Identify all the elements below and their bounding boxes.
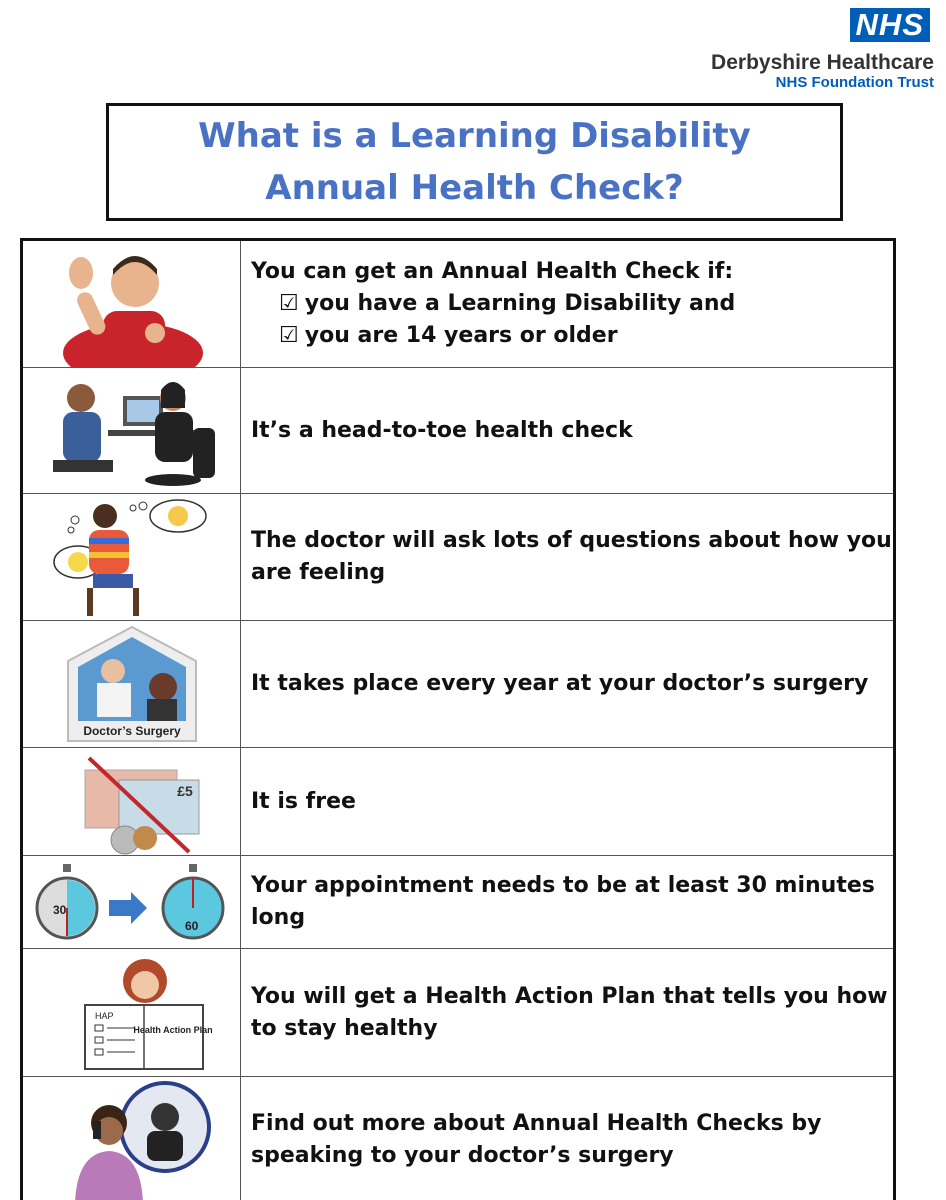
stopwatch-icon [23,856,241,948]
thirty-label: 30 [53,903,67,917]
title-line-2: Annual Health Check? [265,168,684,208]
thinking-person-icon [23,494,241,620]
table-row [23,949,893,1077]
org-name: Derbyshire Healthcare [711,51,934,74]
row-text: It takes place every year at your doctor’s surgery [251,671,869,696]
doctors-surgery-icon [23,621,241,747]
row-text: It is free [251,788,356,814]
row-text: You can get an Annual Health Check if: [251,259,734,284]
no-money-icon [23,748,241,855]
title-box [106,103,843,221]
hap-title-label: Health Action Plan [133,1025,213,1035]
check-item: ☑ you are 14 years or older [279,323,618,348]
table-row [23,748,893,856]
person-waving-icon [23,241,241,367]
health-action-plan-icon [23,949,241,1076]
nhs-badge: NHS [850,8,930,42]
check-item: ☑ you have a Learning Disability and [279,291,736,316]
table-row [23,368,893,494]
checkbox-icon: ☑ [279,291,299,316]
hap-label: HAP [95,1011,114,1021]
checkbox-icon: ☑ [279,323,299,348]
five-pound-label: £5 [177,783,193,799]
info-table [20,238,896,1200]
phone-call-icon [23,1077,241,1200]
sixty-label: 60 [185,919,199,933]
surgery-label: Doctor’s Surgery [83,724,181,738]
doctor-blood-pressure-icon [23,368,241,493]
table-row [23,621,893,748]
table-row [23,494,893,621]
row-text: Find out more about Annual Health Checks by speaking to your doctor’s surgery [251,1111,822,1168]
row-text: It’s a head-to-toe health check [251,417,633,443]
page-title [198,110,751,214]
nhs-logo [674,8,934,92]
table-row [23,1077,893,1200]
org-subtitle: NHS Foundation Trust [775,74,934,91]
row-text: You will get a Health Action Plan that tells you how to stay healthy [251,983,888,1041]
row-text: The doctor will ask lots of questions about how you are feeling [251,528,892,585]
table-row [23,241,893,368]
table-row [23,856,893,949]
row-text: Your appointment needs to be at least 30 minutes long [251,873,875,930]
title-line-1: What is a Learning Disability [198,116,751,156]
